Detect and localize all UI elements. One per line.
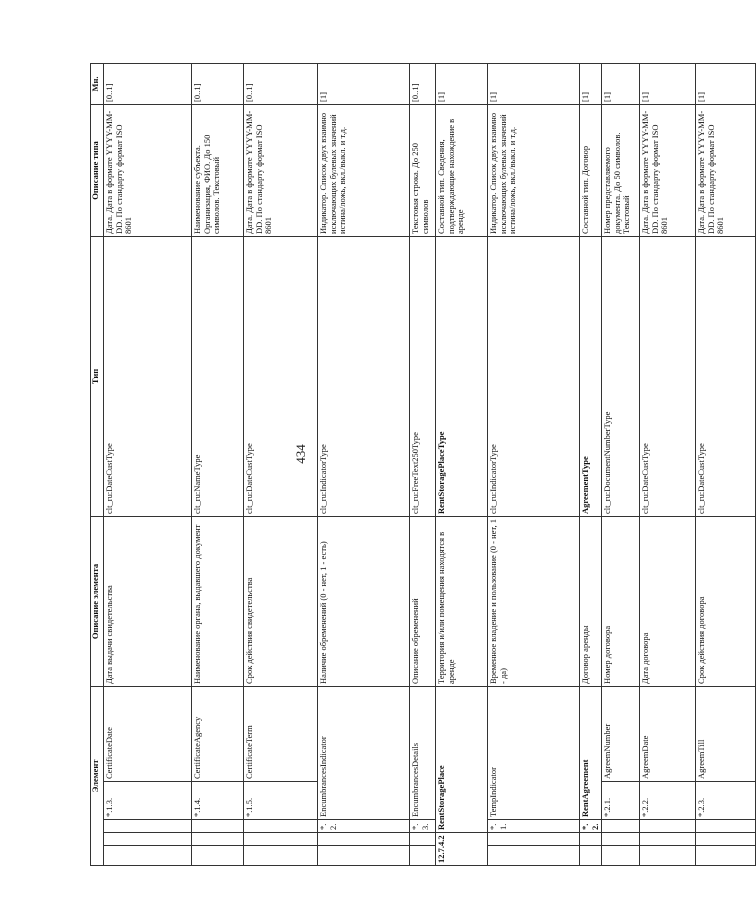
table-row	[640, 63, 696, 865]
type-description: Составной тип. Сведения, подтверждающие нахождение в аренде	[436, 104, 488, 236]
table-row	[580, 63, 602, 865]
element-type: clt_ru:DocumentNumberType	[602, 236, 640, 516]
type-description: Наименование субъекта. Организация, ФИО. До 150 символов. Текстовый	[192, 104, 244, 236]
row-number: *.3.	[410, 820, 436, 833]
row-number: *.2.1.	[602, 782, 640, 820]
element-description: Территория и/или помещения находятся в аренде	[436, 516, 488, 686]
element-name: RentStoragePlace	[436, 686, 488, 832]
row-number: *.2.	[318, 820, 410, 833]
type-description: Номер представляемого документа. До 50 символов. Текстовый	[602, 104, 640, 236]
element-description: Срок действия свидетельства	[244, 516, 318, 686]
header-multiplicity: Мн.	[91, 63, 104, 104]
multiplicity: [1]	[696, 63, 756, 104]
multiplicity: [1]	[580, 63, 602, 104]
header-type: Тип	[91, 236, 104, 516]
type-description: Дата. Дата в формате YYYY-MM-DD. По стандарту формат ISO 8601	[244, 104, 318, 236]
element-name: AgreemNumber	[602, 686, 640, 781]
type-description: Дата. Дата в формате YYYY-MM-DD. По стандарту формат ISO 8601	[696, 104, 756, 236]
element-description: Наименование органа, выдавшего документ	[192, 516, 244, 686]
table-row	[602, 63, 640, 865]
row-number: 12.7.4.2	[436, 833, 488, 866]
element-type: clt_ru:DateCustType	[696, 236, 756, 516]
table-row	[104, 63, 192, 865]
element-description: Описание обременений	[410, 516, 436, 686]
type-description: Текстовая строка. До 250 символов	[410, 104, 436, 236]
multiplicity: [0..1]	[104, 63, 192, 104]
element-description: Дата выдачи свидетельства	[104, 516, 192, 686]
element-type: AgreementType	[580, 236, 602, 516]
element-type: clt_ru:IndicatorType	[488, 236, 580, 516]
table-header-row	[91, 63, 104, 865]
table-row	[318, 63, 410, 865]
row-number: *.2.2.	[640, 782, 696, 820]
multiplicity: [1]	[318, 63, 410, 104]
type-description: Дата. Дата в формате YYYY-MM-DD. По стандарту формат ISO 8601	[104, 104, 192, 236]
element-name: RentAgreement	[580, 686, 602, 819]
element-name: AgreemDate	[640, 686, 696, 781]
multiplicity: [1]	[488, 63, 580, 104]
table-row	[410, 63, 436, 865]
element-name: CertificateDate	[104, 686, 192, 781]
page-number: 434	[293, 444, 308, 464]
table-row	[436, 63, 488, 865]
element-type: clt_ru:DateCustType	[640, 236, 696, 516]
multiplicity: [1]	[436, 63, 488, 104]
element-name: CertificateTerm	[244, 686, 318, 781]
multiplicity: [1]	[602, 63, 640, 104]
element-spec-table	[90, 63, 756, 866]
header-type-description: Описание типа	[91, 104, 104, 236]
row-number: *.1.4.	[192, 782, 244, 820]
element-name: AgreemTill	[696, 686, 756, 781]
element-type: clt_ru:DateCustType	[244, 236, 318, 516]
element-description: Наличие обременений (0 - нет, 1 - есть)	[318, 516, 410, 686]
row-number: *.2.	[580, 820, 602, 833]
header-element-description: Описание элемента	[91, 516, 104, 686]
element-description: Срок действия договора	[696, 516, 756, 686]
multiplicity: [0..1]	[244, 63, 318, 104]
element-description: Договор аренды	[580, 516, 602, 686]
table-row	[192, 63, 244, 865]
row-number: *.1.5.	[244, 782, 318, 820]
type-description: Индикатор. Список двух взаимно исключающих булевых значений истина/ложь, вкл./выкл. и т.д.	[318, 104, 410, 236]
row-number: *.2.3.	[696, 782, 756, 820]
row-number: *.1.3.	[104, 782, 192, 820]
multiplicity: [1]	[640, 63, 696, 104]
header-element: Элемент	[91, 686, 104, 865]
table-row	[696, 63, 756, 865]
element-name: TempIndicator	[488, 686, 580, 819]
type-description: Дата. Дата в формате YYYY-MM-DD. По стандарту формат ISO 8601	[640, 104, 696, 236]
element-name: EncumbrancesDetails	[410, 686, 436, 819]
element-name: EncumbrancesIndicator	[318, 686, 410, 819]
element-description: Дата договора	[640, 516, 696, 686]
table-row	[488, 63, 580, 865]
element-type: RentStoragePlaceType	[436, 236, 488, 516]
element-type: clt_ru:NameType	[192, 236, 244, 516]
type-description: Индикатор. Список двух взаимно исключающих булевых значений истина/ложь, вкл./выкл. и т.д.	[488, 104, 580, 236]
element-type: clt_ru:IndicatorType	[318, 236, 410, 516]
element-name: CertificateAgency	[192, 686, 244, 781]
multiplicity: [0..1]	[410, 63, 436, 104]
table-row	[244, 63, 318, 865]
rotated-table-area	[90, 64, 726, 866]
element-description: Номер договора	[602, 516, 640, 686]
row-number: *.1.	[488, 820, 580, 833]
element-type: clt_ru:DateCustType	[104, 236, 192, 516]
element-type: clt_ru:FreeText250Type	[410, 236, 436, 516]
multiplicity: [0..1]	[192, 63, 244, 104]
type-description: Составной тип. Договор	[580, 104, 602, 236]
element-description: Временное владение и пользование (0 - нет, 1 - да)	[488, 516, 580, 686]
